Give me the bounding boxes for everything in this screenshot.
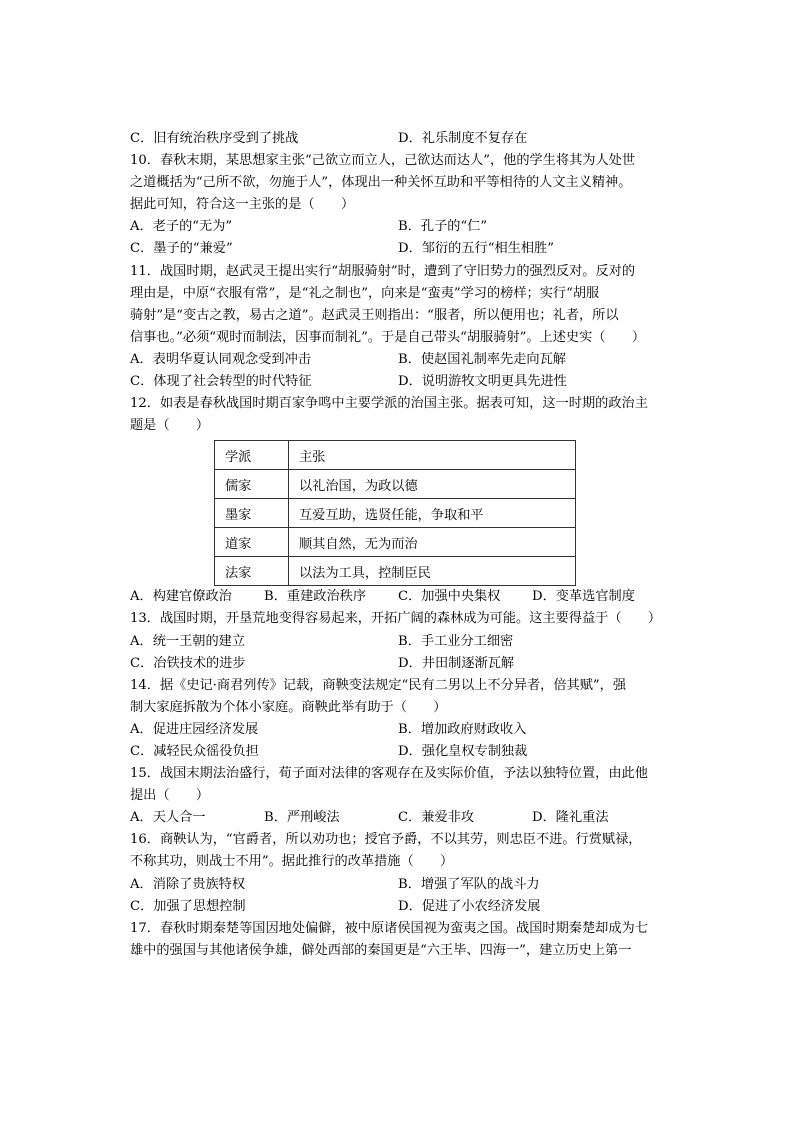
question-10 [130, 150, 666, 260]
option-b[interactable]: B．重建政治秩序 [264, 589, 367, 605]
question-12 [130, 393, 666, 608]
options-row [130, 631, 666, 653]
table-header-cell: 主张 [289, 441, 576, 470]
question-stem-line: 雄中的强国与其他诸侯争雄，僻处西部的秦国更是“六王毕、四海一”，建立历史上第一 [130, 942, 632, 958]
option-c[interactable]: C．墨子的“兼爱” [130, 241, 233, 257]
option-c[interactable]: C．减轻民众徭役负担 [130, 743, 259, 759]
option-d[interactable]: D．说明游牧文明更具先进性 [398, 374, 567, 390]
options-row [130, 896, 666, 918]
option-a[interactable]: A．促进庄园经济发展 [130, 721, 259, 737]
options-row [130, 216, 666, 238]
option-a[interactable]: A．老子的“无为” [130, 219, 233, 235]
option-d[interactable]: D．变革选官制度 [532, 589, 635, 605]
question-13 [130, 608, 666, 674]
option-a[interactable]: A．消除了贵族特权 [130, 876, 246, 892]
q9-options-row [130, 128, 666, 150]
question-stem-line: 提出（ ） [130, 788, 210, 804]
option-d[interactable]: D．隆礼重法 [532, 810, 609, 826]
options-row [130, 371, 666, 393]
option-a[interactable]: A．统一王朝的建立 [130, 633, 246, 649]
option-d[interactable]: D．井田制逐渐瓦解 [398, 655, 515, 671]
option-c[interactable]: C．兼爱非攻 [398, 810, 475, 826]
table-row [215, 528, 576, 557]
option-c[interactable]: C．加强了思想控制 [130, 898, 246, 914]
question-stem-line: 12．如表是春秋战国时期百家争鸣中主要学派的治国主张。据表可知，这一时期的政治主 [130, 396, 648, 412]
question-stem-line: 11．战国时期，赵武灵王提出实行“胡服骑射”时，遭到了守旧势力的强烈反对。反对的 [130, 263, 636, 279]
table-cell: 互爱互助，选贤任能，争取和平 [289, 499, 576, 528]
option-d[interactable]: D．邹衍的五行“相生相胜” [398, 241, 554, 257]
question-14 [130, 675, 666, 763]
q9-option-d[interactable]: D．礼乐制度不复存在 [398, 131, 528, 146]
question-16 [130, 829, 666, 917]
question-stem-line: 15．战国末期法治盛行，荀子面对法律的客观存在及实际价值，予法以独特位置，由此他 [130, 766, 648, 782]
question-stem-line: 制大家庭拆散为个体小家庭。商鞅此举有助于（ ） [130, 699, 447, 715]
question-stem-line: 16．商鞅认为，“官爵者，所以劝功也；授官予爵，不以其劳，则忠臣不进。行赏赋禄， [130, 832, 642, 848]
options-row [130, 874, 666, 896]
options-row [130, 349, 666, 371]
option-c[interactable]: C．体现了社会转型的时代特征 [130, 374, 312, 390]
question-stem-line: 之道概括为“己所不欲，勿施于人”，体现出一种关怀互助和平等相待的人文主义精神。 [130, 175, 632, 191]
table-row [215, 499, 576, 528]
q9-option-c[interactable]: C．旧有统治秩序受到了挑战 [130, 131, 299, 146]
table-cell: 墨家 [215, 499, 289, 528]
question-stem-line: 13．战国时期，开垦荒地变得容易起来，开拓广阔的森林成为可能。这主要得益于（ ） [130, 611, 662, 627]
options-row [130, 238, 666, 260]
option-a[interactable]: A．构建官僚政治 [130, 589, 232, 605]
option-b[interactable]: B．增强了军队的战斗力 [398, 876, 540, 892]
question-stem-line: 理由是，中原“衣服有常”，是“礼之制也”，向来是“蛮夷”学习的榜样；实行“胡服 [130, 285, 600, 301]
table-cell: 以法为工具，控制臣民 [289, 557, 576, 586]
question-stem-line: 信事也。”必须“观时而制法，因事而制礼”。于是自己带头“胡服骑射”。上述史实（ ） [130, 329, 646, 345]
option-a[interactable]: A．表明华夏认同观念受到冲击 [130, 351, 311, 367]
option-d[interactable]: D．促进了小农经济发展 [398, 898, 541, 914]
question-17 [130, 918, 666, 962]
option-a[interactable]: A．天人合一 [130, 810, 206, 826]
question-stem-line: 不称其功，则战士不用”。据此推行的改革措施（ ） [130, 854, 454, 870]
options-row [130, 719, 666, 741]
question-11 [130, 261, 666, 394]
question-stem-line: 骑射”是“变古之教，易古之道”。赵武灵王则指出：“服者，所以便用也；礼者，所以 [130, 307, 619, 323]
question-15 [130, 763, 666, 829]
options-row [130, 586, 666, 608]
option-b[interactable]: B．增加政府财政收入 [398, 721, 527, 737]
schools-table [214, 440, 576, 586]
question-stem-line: 10．春秋末期，某思想家主张“己欲立而立人，己欲达而达人”，他的学生将其为人处世 [130, 153, 636, 169]
table-cell: 法家 [215, 557, 289, 586]
table-cell: 顺其自然，无为而治 [289, 528, 576, 557]
table-cell: 儒家 [215, 470, 289, 499]
options-row [130, 741, 666, 763]
options-row [130, 807, 666, 829]
table-row [215, 557, 576, 586]
option-d[interactable]: D．强化皇权专制独裁 [398, 743, 528, 759]
option-b[interactable]: B．严刑峻法 [264, 810, 340, 826]
table-header-row [215, 441, 576, 470]
exam-page [130, 128, 666, 962]
option-b[interactable]: B．手工业分工细密 [398, 633, 514, 649]
table-cell: 以礼治国，为政以德 [289, 470, 576, 499]
question-stem-line: 据此可知，符合这一主张的是（ ） [130, 197, 355, 213]
table-row [215, 470, 576, 499]
option-b[interactable]: B．孔子的“仁” [398, 219, 488, 235]
question-stem-line: 17．春秋时期秦楚等国因地处偏僻，被中原诸侯国视为蛮夷之国。战国时期秦楚却成为七 [130, 920, 648, 936]
table-cell: 道家 [215, 528, 289, 557]
options-row [130, 653, 666, 675]
option-c[interactable]: C．冶铁技术的进步 [130, 655, 246, 671]
option-c[interactable]: C．加强中央集权 [398, 589, 501, 605]
question-stem-line: 题是（ ） [130, 418, 210, 434]
table-header-cell: 学派 [215, 441, 289, 470]
option-b[interactable]: B．使赵国礼制率先走向瓦解 [398, 351, 566, 367]
question-stem-line: 14．据《史记·商君列传》记载，商鞅变法规定“民有二男以上不分异者，倍其赋”，强 [130, 677, 627, 693]
